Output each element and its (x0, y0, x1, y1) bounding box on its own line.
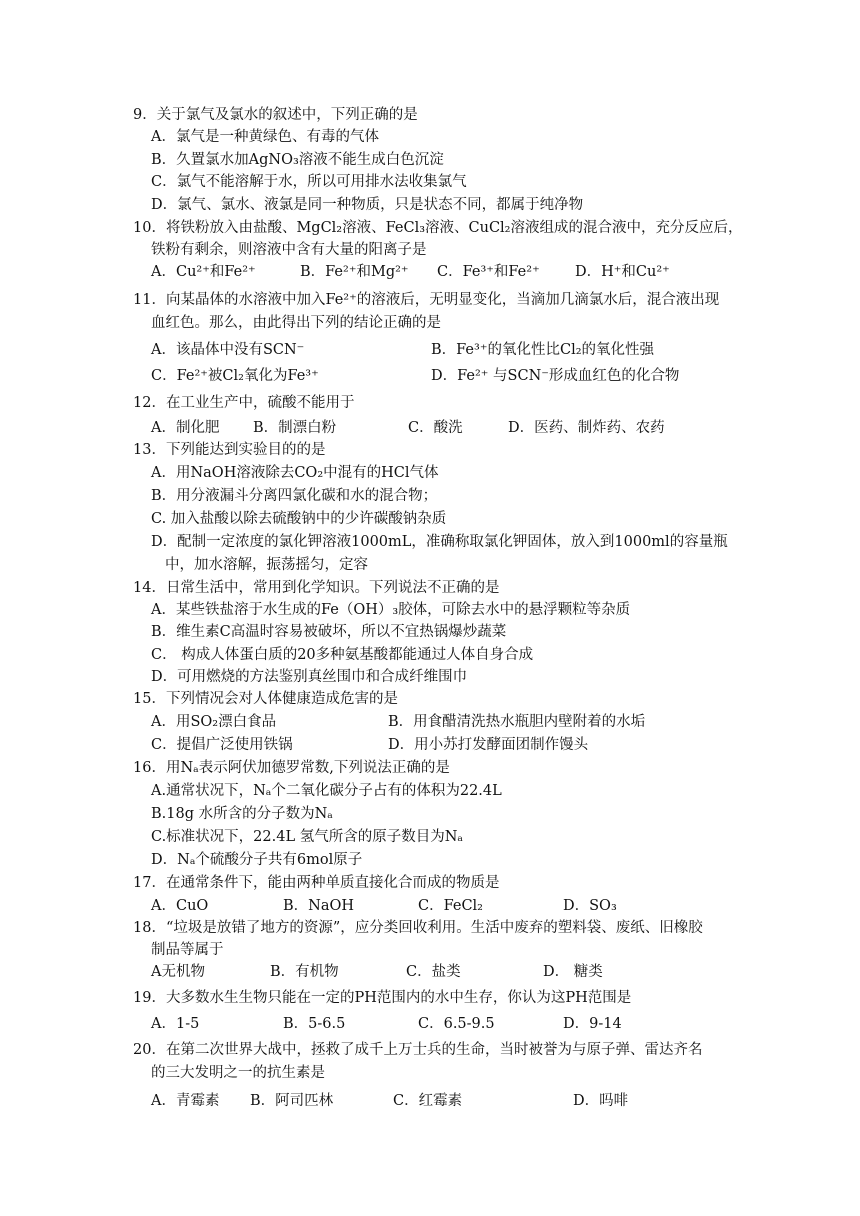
q12-option-b: B．制漂白粉 (253, 420, 337, 436)
q20-option-b: B．阿司匹林 (250, 1093, 334, 1109)
q16-option-d: D．Nₐ个硫酸分子共有6mol原子 (151, 852, 363, 868)
q9-option-b: B．久置氯水加AgNO₃溶液不能生成白色沉淀 (151, 152, 444, 168)
q19-option-c: C．6.5-9.5 (418, 1016, 495, 1032)
q9-option-a: A．氯气是一种黄绿色、有毒的气体 (151, 129, 379, 145)
q16-option-b: B.18g 水所含的分子数为Nₐ (151, 806, 333, 822)
question-13-stem: 13．下列能达到实验目的的是 (133, 442, 326, 458)
q13-option-a: A．用NaOH溶液除去CO₂中混有的HCl气体 (151, 465, 439, 481)
question-18-stem: 18．“垃圾是放错了地方的资源”，应分类回收利用。生活中废弃的塑料袋、废纸、旧橡胶 (133, 920, 703, 936)
q9-option-c: C．氯气不能溶解于水，所以可用排水法收集氯气 (151, 174, 467, 190)
q11-option-c: C．Fe²⁺被Cl₂氧化为Fe³⁺ (151, 368, 319, 384)
question-18-stem-cont: 制品等属于 (151, 942, 224, 958)
q14-option-d: D．可用燃烧的方法鉴别真丝围巾和合成纤维围巾 (151, 669, 468, 685)
q15-option-a: A．用SO₂漂白食品 (151, 714, 277, 730)
q15-option-c: C．提倡广泛使用铁锅 (151, 737, 293, 753)
question-10-stem: 10．将铁粉放入由盐酸、MgCl₂溶液、FeCl₃溶液、CuCl₂溶液组成的混合液中，充分反应后， (133, 220, 743, 236)
q14-option-c: C． 构成人体蛋白质的20多种氨基酸都能通过人体自身合成 (151, 647, 534, 663)
q11-option-d: D．Fe²⁺ 与SCN⁻形成血红色的化合物 (431, 368, 680, 384)
question-20-stem: 20．在第二次世界大战中，拯救了成千上万士兵的生命，当时被誉为与原子弹、雷达齐名 (133, 1042, 703, 1058)
question-11-stem: 11．向某晶体的水溶液中加入Fe²⁺的溶液后，无明显变化，当滴加几滴氯水后，混合液出现 (133, 292, 720, 308)
q20-option-c: C．红霉素 (393, 1093, 463, 1109)
question-9-stem: 9．关于氯气及氯水的叙述中，下列正确的是 (133, 107, 418, 123)
q20-option-d: D．吗啡 (573, 1093, 629, 1109)
q10-option-b: B．Fe²⁺和Mg²⁺ (300, 264, 409, 280)
q17-option-b: B．NaOH (283, 898, 355, 914)
q16-option-c: C.标准状况下，22.4L 氢气所含的原子数目为Nₐ (151, 829, 463, 845)
q12-option-c: C．酸洗 (408, 420, 463, 436)
question-20-stem-cont: 的三大发明之一的抗生素是 (151, 1065, 325, 1081)
q13-option-d-cont: 中，加水溶解，振荡摇匀，定容 (165, 557, 368, 573)
q17-option-a: A．CuO (151, 898, 209, 914)
q16-option-a: A.通常状况下，Nₐ个二氧化碳分子占有的体积为22.4L (151, 783, 502, 799)
q9-option-d: D．氯气、氯水、液氯是同一种物质，只是状态不同，都属于纯净物 (151, 197, 584, 213)
question-11-stem-cont: 血红色。那么，由此得出下列的结论正确的是 (151, 315, 441, 331)
q18-option-d: D． 糖类 (543, 964, 603, 980)
q13-option-d: D．配制一定浓度的氯化钾溶液1000mL，准确称取氯化钾固体，放入到1000ml的容量瓶 (151, 534, 728, 550)
q10-option-d: D．H⁺和Cu²⁺ (575, 264, 670, 280)
question-14-stem: 14．日常生活中，常用到化学知识。下列说法不正确的是 (133, 580, 500, 596)
q18-option-c: C．盐类 (406, 964, 461, 980)
q14-option-b: B．维生素C高温时容易被破坏，所以不宜热锅爆炒蔬菜 (151, 624, 507, 640)
question-19-stem: 19．大多数水生生物只能在一定的PH范围内的水中生存，你认为这PH范围是 (133, 990, 632, 1006)
question-17-stem: 17．在通常条件下，能由两种单质直接化合而成的物质是 (133, 875, 500, 891)
question-12-stem: 12．在工业生产中，硫酸不能用于 (133, 395, 355, 411)
question-10-stem-cont: 铁粉有剩余，则溶液中含有大量的阳离子是 (151, 242, 427, 258)
q19-option-a: A．1-5 (151, 1016, 200, 1032)
q17-option-d: D．SO₃ (563, 898, 617, 914)
q10-option-c: C．Fe³⁺和Fe²⁺ (437, 264, 540, 280)
q15-option-b: B．用食醋清洗热水瓶胆内壁附着的水垢 (388, 714, 646, 730)
q18-option-b: B．有机物 (270, 964, 339, 980)
q18-option-a: A无机物 (151, 964, 205, 980)
q13-option-b: B．用分液漏斗分离四氯化碳和水的混合物； (151, 488, 438, 504)
question-16-stem: 16．用Nₐ表示阿伏加德罗常数,下列说法正确的是 (133, 760, 450, 776)
q11-option-a: A．该晶体中没有SCN⁻ (151, 342, 305, 358)
q19-option-d: D．9-14 (563, 1016, 622, 1032)
question-15-stem: 15．下列情况会对人体健康造成危害的是 (133, 691, 398, 707)
q13-option-c: C. 加入盐酸以除去硫酸钠中的少许碳酸钠杂质 (151, 511, 447, 527)
q19-option-b: B．5-6.5 (283, 1016, 346, 1032)
q11-option-b: B．Fe³⁺的氧化性比Cl₂的氧化性强 (431, 342, 655, 358)
q20-option-a: A．青霉素 (151, 1093, 220, 1109)
q12-option-d: D．医药、制炸药、农药 (508, 420, 665, 436)
q17-option-c: C．FeCl₂ (418, 898, 483, 914)
q15-option-d: D．用小苏打发酵面团制作馒头 (388, 737, 589, 753)
q12-option-a: A．制化肥 (151, 420, 220, 436)
q10-option-a: A．Cu²⁺和Fe²⁺ (151, 264, 256, 280)
q14-option-a: A．某些铁盐溶于水生成的Fe（OH）₃胶体，可除去水中的悬浮颗粒等杂质 (151, 602, 631, 618)
